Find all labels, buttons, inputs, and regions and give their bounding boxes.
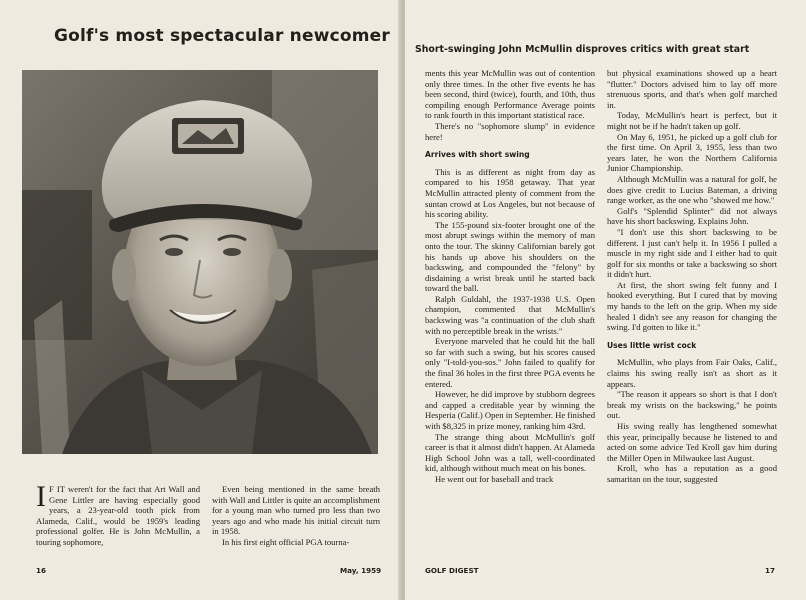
intro-text: weren't for the fact that Art Wall and Gene Littler are having especially good years, a 23-year-old tooth pick from Alameda, Calif., would be 1959's leading professional golfer. He is John McMullin, a touring sophomore, [36, 484, 200, 547]
paragraph: Golf's "Splendid Splinter" did not always have his short backswing. Explains John. [607, 205, 777, 227]
portrait-photo [22, 70, 378, 454]
paragraph: At first, the short swing felt funny and I hooked everything. But I cured that by moving my hands to the left on the grip. When my side healed I didn't see any reason for changing the swing. I'd gotten to like it." [607, 279, 777, 333]
paragraph: His swing really has lengthened somewhat this year, principally because he listened to and acted on some advice Ted Kroll gav him during the Miller Open in Milwaukee last August. [607, 421, 777, 463]
magazine-name: GOLF DIGEST [425, 566, 479, 575]
paragraph: Although McMullin was a natural for golf, he does give credit to Lucius Bateman, a driving range worker, as the one who "showed me how." [607, 173, 777, 206]
paragraph: The strange thing about McMullin's golf career is that it almost didn't happen. At Alameda High School John was a tall, well-coordinated kid, although without much meat on his bones. [425, 431, 595, 474]
paragraph: There's no "sophomore slump" in evidence here! [425, 120, 595, 142]
article-headline: Golf's most spectacular newcomer [53, 26, 390, 46]
right-column-1 [425, 68, 595, 485]
drop-cap: I [36, 480, 46, 513]
left-column-1 [36, 480, 200, 548]
paragraph: This is as different as night from day as compared to his 1958 getaway. That year McMullin attracted plenty of comment from the suntan crowd at Los Angeles, but not because of his scoring ability. [425, 166, 595, 220]
paragraph: Even being mentioned in the same breath with Wall and Littler is quite an accomplishment for a young man who turned pro less than two years ago and who made his initial circuit turn in 1958. [212, 484, 380, 537]
page-number-right: 17 [765, 566, 776, 575]
paragraph: "The reason it appears so short is that I don't break my wrists on the backswing," he points out. [607, 389, 777, 421]
paragraph: In his first eight official PGA tourna- [222, 536, 350, 547]
paragraph: Everyone marveled that he could hit the ball so far with such a swing, but his scores caused only "I-told-you-sos." John failed to qualify for the final 36 holes in the first three PGA events he entered. [425, 336, 595, 389]
intro-paragraph [36, 480, 200, 548]
paragraph: "I don't use this short backswing to be different. I just can't help it. In 1956 I pulled a muscle in my right side and I either had to quit golf for six months or take a backswing so short it didn't hurt. [607, 226, 777, 280]
golfer-portrait-illustration [22, 70, 378, 454]
page-number-left: 16 [36, 566, 47, 575]
section-heading: Uses little wrist cock [607, 340, 697, 350]
paragraph: Ralph Guldahl, the 1937-1938 U.S. Open champion, commented that McMullin's backswing was "a continuation of the club shaft with no perceptible break in the wrists." [425, 293, 595, 336]
paragraph: Today, McMullin's heart is perfect, but it might not be if he hadn't taken up golf. [607, 110, 777, 131]
paragraph: The 155-pound six-footer brought one of the most abrupt swings within the memory of man onto the tour. The skinny Californian barely got his hands up above his shoulders on the backswing, and compounded the "felony" by disdaining a wrist break until he started back toward the ball. [425, 219, 595, 294]
paragraph: ments this year McMullin was out of contention only three times. In the other five events he has been second, third (twice), fourth, and 10th, thus compiling enough Performance Average points to rank fourth in this important statistical race. [425, 68, 595, 121]
paragraph: Kroll, who has a reputation as a good samaritan on the tour, suggested [607, 463, 777, 484]
left-column-2 [212, 484, 380, 548]
paragraph: On May 6, 1951, he picked up a golf club for the first time. On April 3, 1955, less than two years later, he won the Northern California Junior Championship. [607, 131, 777, 174]
paragraph: However, he did improve by stubborn degrees and capped a creditable year by winning the Hesperia (Calif.) Open in September. He finished with $8,325 in prize money, ranking him 43rd. [425, 389, 595, 431]
issue-date: May, 1959 [340, 566, 382, 575]
article-subhead: Short-swinging John McMullin disproves critics with great start [415, 44, 750, 55]
section-heading: Arrives with short swing [425, 150, 530, 160]
right-column-2 [607, 68, 777, 485]
paragraph: He went out for baseball and track [435, 473, 554, 484]
left-page [0, 0, 400, 600]
paragraph: but physical examinations showed up a heart "flutter." Doctors advised him to lay off more strenuous sports, and that's when golf marched in. [607, 68, 777, 110]
drop-cap-words: F IT [49, 484, 65, 494]
paragraph: McMullin, who plays from Fair Oaks, Calif., claims his swing really isn't as short as it appears. [607, 357, 777, 389]
